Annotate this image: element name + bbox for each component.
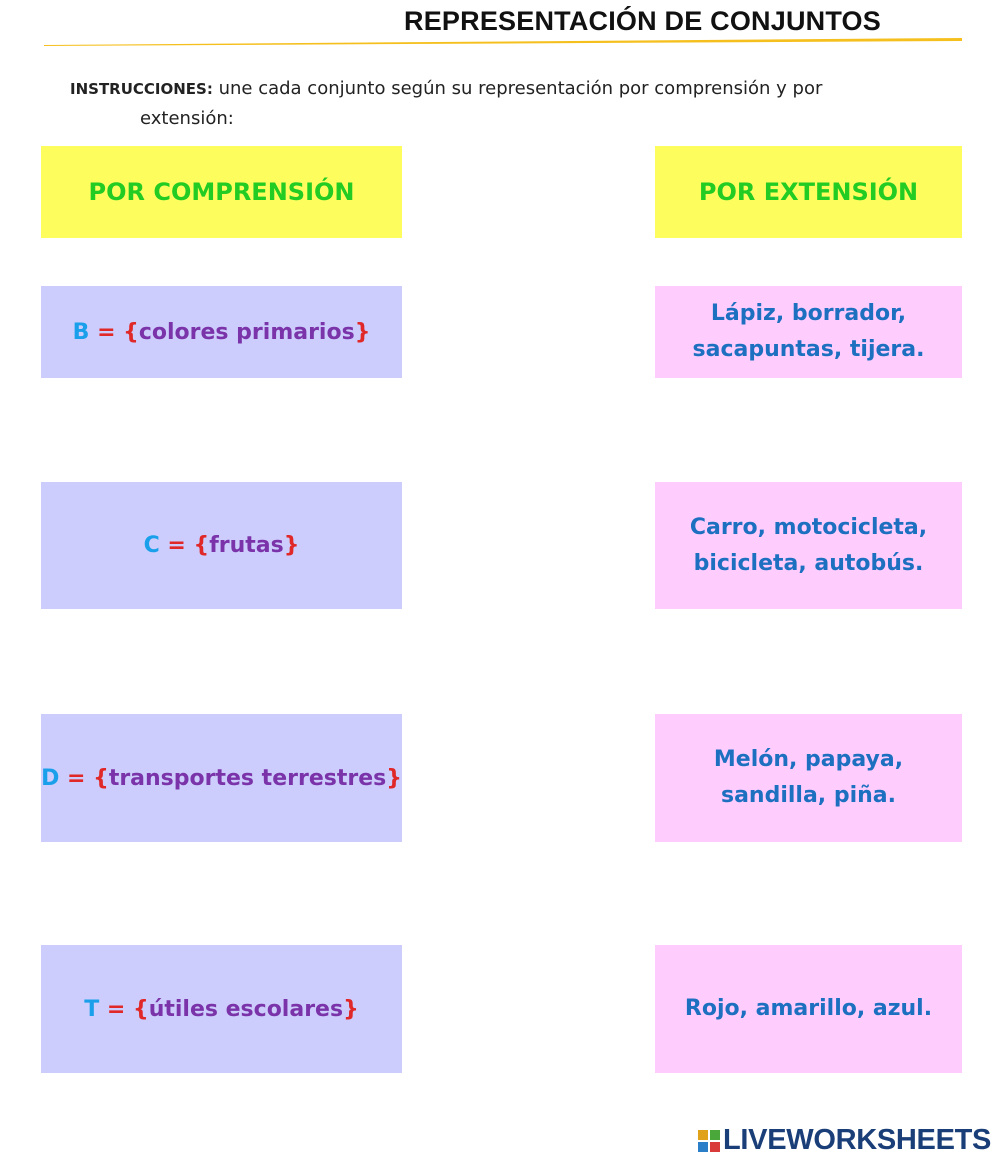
set-close-brace: } bbox=[283, 533, 300, 558]
set-close-brace: } bbox=[386, 765, 402, 791]
header-por-extension bbox=[655, 146, 962, 238]
liveworksheets-logo bbox=[698, 1124, 991, 1157]
set-description: colores primarios bbox=[138, 319, 355, 345]
header-por-comprension bbox=[41, 146, 402, 238]
extension-text bbox=[685, 991, 932, 1027]
set-expression bbox=[84, 997, 358, 1022]
page-title: REPRESENTACIÓN DE CONJUNTOS bbox=[404, 6, 881, 36]
set-expression bbox=[144, 533, 300, 558]
set-equals: = bbox=[89, 319, 124, 345]
set-close-brace: } bbox=[343, 996, 359, 1022]
extension-line1: Carro, motocicleta, bbox=[689, 514, 928, 540]
extension-card-4[interactable] bbox=[655, 945, 962, 1073]
set-letter: D bbox=[41, 765, 60, 791]
extension-text bbox=[693, 296, 925, 368]
set-open-brace: { bbox=[133, 996, 149, 1022]
set-open-brace: { bbox=[93, 765, 109, 791]
set-open-brace: { bbox=[123, 319, 139, 345]
extension-card-1[interactable] bbox=[655, 286, 962, 378]
extension-line2: bicicleta, autobús. bbox=[693, 550, 924, 576]
liveworksheets-logo-text: LIVEWORKSHEETS bbox=[723, 1124, 992, 1156]
set-card-b[interactable] bbox=[41, 286, 402, 378]
instructions-label: INSTRUCCIONES: bbox=[70, 80, 213, 98]
set-letter: T bbox=[84, 996, 100, 1022]
set-card-t[interactable] bbox=[41, 945, 402, 1073]
set-description: útiles escolares bbox=[148, 996, 344, 1022]
set-expression bbox=[41, 766, 402, 791]
header-por-comprension-label: POR COMPRENSIÓN bbox=[88, 178, 355, 206]
extension-line2: sacapuntas, tijera. bbox=[692, 337, 925, 362]
set-description: frutas bbox=[209, 533, 284, 558]
instructions-text-line1: une cada conjunto según su representación por comprensión y por bbox=[212, 78, 823, 99]
extension-line1: Rojo, amarillo, azul. bbox=[684, 996, 933, 1021]
set-card-c[interactable] bbox=[41, 482, 402, 609]
set-description: transportes terrestres bbox=[108, 765, 387, 791]
extension-card-2[interactable] bbox=[655, 482, 962, 609]
set-letter: C bbox=[143, 533, 160, 558]
extension-line2: sandilla, piña. bbox=[720, 783, 896, 808]
extension-text bbox=[690, 510, 927, 582]
header-por-extension-label: POR EXTENSIÓN bbox=[698, 178, 919, 206]
liveworksheets-logo-icon bbox=[698, 1130, 720, 1152]
set-card-d[interactable] bbox=[41, 714, 402, 842]
set-equals: = bbox=[99, 996, 134, 1022]
set-letter: B bbox=[72, 319, 90, 345]
instructions bbox=[70, 74, 870, 134]
set-open-brace: { bbox=[193, 533, 210, 558]
extension-line1: Lápiz, borrador, bbox=[710, 301, 907, 326]
title-underline bbox=[44, 37, 962, 46]
set-expression bbox=[73, 320, 371, 345]
set-equals: = bbox=[59, 765, 94, 791]
set-equals: = bbox=[159, 533, 194, 558]
extension-card-3[interactable] bbox=[655, 714, 962, 842]
set-close-brace: } bbox=[354, 319, 371, 345]
instructions-text-line2: extensión: bbox=[140, 108, 234, 129]
extension-text bbox=[714, 742, 903, 814]
extension-line1: Melón, papaya, bbox=[713, 747, 904, 772]
